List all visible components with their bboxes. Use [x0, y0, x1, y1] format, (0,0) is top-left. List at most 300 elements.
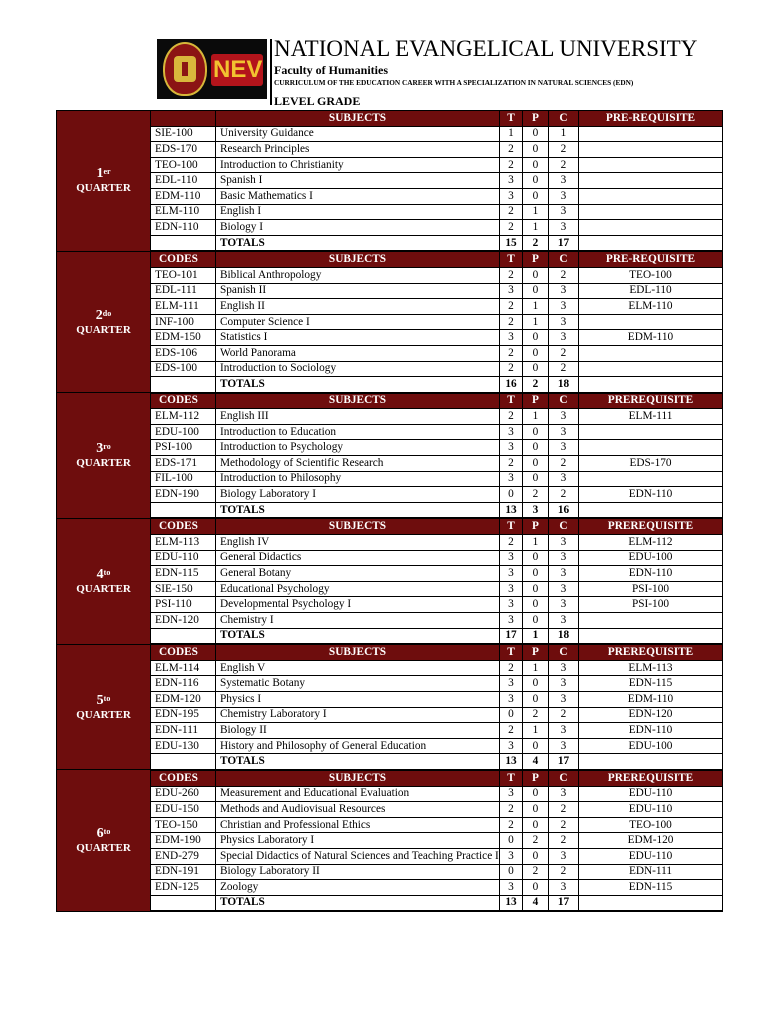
totals-spacer: [151, 502, 216, 518]
course-row: [57, 613, 723, 629]
totals-theory: 13: [500, 502, 523, 518]
prerequisite-header: PRE-REQUISITE: [579, 251, 723, 267]
quarter-ordinal: 5: [96, 692, 104, 708]
course-theory-hours: 2: [500, 220, 523, 236]
course-code: EDS-106: [151, 345, 216, 361]
course-practice-hours: 1: [523, 723, 549, 739]
course-row: [57, 487, 723, 503]
totals-row: [57, 502, 723, 518]
course-prerequisite: EDM-110: [579, 330, 723, 346]
quarter-ordinal-suffix: to: [103, 693, 111, 703]
totals-prereq-spacer: [579, 628, 723, 644]
course-practice-hours: 0: [523, 566, 549, 582]
course-practice-hours: 1: [523, 409, 549, 425]
quarter-word: QUARTER: [76, 182, 131, 195]
course-row: [57, 581, 723, 597]
course-practice-hours: 1: [523, 220, 549, 236]
quarter-label-cell: [57, 251, 151, 392]
c-header: C: [549, 393, 579, 409]
course-practice-hours: 0: [523, 597, 549, 613]
course-theory-hours: 2: [500, 456, 523, 472]
course-subject: Spanish I: [216, 173, 500, 189]
quarter-header-row: [57, 644, 723, 660]
course-code: PSI-100: [151, 440, 216, 456]
course-subject: Physics Laboratory I: [216, 833, 500, 849]
t-header: T: [500, 393, 523, 409]
quarter-label-cell: [57, 393, 151, 519]
course-theory-hours: 3: [500, 330, 523, 346]
course-theory-hours: 2: [500, 267, 523, 283]
course-prerequisite: [579, 471, 723, 487]
prerequisite-header: PRE-REQUISITE: [579, 111, 723, 127]
course-prerequisite: EDN-111: [579, 864, 723, 880]
course-subject: English III: [216, 409, 500, 425]
totals-theory: 13: [500, 895, 523, 911]
course-row: [57, 330, 723, 346]
course-row: [57, 142, 723, 158]
course-credits: 3: [549, 660, 579, 676]
totals-theory: 17: [500, 628, 523, 644]
t-header: T: [500, 644, 523, 660]
subjects-header: SUBJECTS: [216, 518, 500, 534]
totals-row: [57, 628, 723, 644]
logo-text: NEV: [213, 56, 263, 83]
header-divider: [270, 39, 272, 105]
course-code: ELM-112: [151, 409, 216, 425]
course-subject: World Panorama: [216, 345, 500, 361]
totals-label: TOTALS: [216, 895, 500, 911]
course-practice-hours: 0: [523, 738, 549, 754]
course-credits: 3: [549, 738, 579, 754]
course-theory-hours: 3: [500, 848, 523, 864]
course-prerequisite: TEO-100: [579, 267, 723, 283]
course-credits: 3: [549, 786, 579, 802]
course-row: [57, 440, 723, 456]
course-theory-hours: 0: [500, 833, 523, 849]
quarter-label-cell: [57, 770, 151, 911]
course-subject: Statistics I: [216, 330, 500, 346]
course-prerequisite: [579, 142, 723, 158]
codes-header: CODES: [151, 251, 216, 267]
totals-row: [57, 377, 723, 393]
quarter-word: QUARTER: [76, 582, 131, 595]
p-header: P: [523, 111, 549, 127]
totals-spacer: [151, 628, 216, 644]
prerequisite-header: PREREQUISITE: [579, 644, 723, 660]
course-theory-hours: 2: [500, 723, 523, 739]
totals-prereq-spacer: [579, 754, 723, 770]
course-practice-hours: 0: [523, 786, 549, 802]
course-prerequisite: [579, 613, 723, 629]
course-theory-hours: 3: [500, 550, 523, 566]
course-credits: 2: [549, 802, 579, 818]
course-code: EDN-111: [151, 723, 216, 739]
c-header: C: [549, 518, 579, 534]
course-code: INF-100: [151, 314, 216, 330]
course-code: PSI-110: [151, 597, 216, 613]
quarter-label-cell: [57, 644, 151, 770]
curriculum-table: [56, 110, 723, 912]
course-practice-hours: 2: [523, 707, 549, 723]
course-credits: 3: [549, 535, 579, 551]
course-credits: 2: [549, 345, 579, 361]
course-code: EDU-150: [151, 802, 216, 818]
codes-header: CODES: [151, 770, 216, 786]
codes-header: CODES: [151, 518, 216, 534]
p-header: P: [523, 518, 549, 534]
course-theory-hours: 3: [500, 691, 523, 707]
course-code: EDU-100: [151, 424, 216, 440]
course-credits: 3: [549, 471, 579, 487]
course-theory-hours: 3: [500, 283, 523, 299]
course-practice-hours: 2: [523, 487, 549, 503]
subjects-header: SUBJECTS: [216, 111, 500, 127]
course-prerequisite: EDU-100: [579, 550, 723, 566]
totals-label: TOTALS: [216, 754, 500, 770]
totals-practice: 2: [523, 235, 549, 251]
course-row: [57, 676, 723, 692]
course-subject: English II: [216, 299, 500, 315]
course-subject: Special Didactics of Natural Sciences and Teaching Practice I: [216, 848, 500, 864]
subjects-header: SUBJECTS: [216, 251, 500, 267]
totals-spacer: [151, 754, 216, 770]
p-header: P: [523, 393, 549, 409]
totals-spacer: [151, 235, 216, 251]
course-credits: 3: [549, 330, 579, 346]
course-row: [57, 802, 723, 818]
course-practice-hours: 0: [523, 613, 549, 629]
course-theory-hours: 0: [500, 487, 523, 503]
course-prerequisite: EDU-110: [579, 802, 723, 818]
course-prerequisite: PSI-100: [579, 581, 723, 597]
course-row: [57, 314, 723, 330]
course-theory-hours: 3: [500, 786, 523, 802]
course-theory-hours: 2: [500, 660, 523, 676]
course-subject: Introduction to Psychology: [216, 440, 500, 456]
t-header: T: [500, 770, 523, 786]
course-row: [57, 550, 723, 566]
course-credits: 3: [549, 409, 579, 425]
p-header: P: [523, 251, 549, 267]
course-practice-hours: 0: [523, 550, 549, 566]
course-theory-hours: 2: [500, 299, 523, 315]
course-row: [57, 723, 723, 739]
course-code: EDM-150: [151, 330, 216, 346]
course-row: [57, 566, 723, 582]
quarter-header-row: [57, 393, 723, 409]
course-credits: 3: [549, 173, 579, 189]
course-subject: English I: [216, 204, 500, 220]
quarter-header-row: [57, 251, 723, 267]
course-credits: 3: [549, 440, 579, 456]
totals-credits: 18: [549, 377, 579, 393]
course-practice-hours: 2: [523, 833, 549, 849]
totals-practice: 3: [523, 502, 549, 518]
course-practice-hours: 0: [523, 676, 549, 692]
course-credits: 3: [549, 424, 579, 440]
totals-label: TOTALS: [216, 628, 500, 644]
quarter-word: QUARTER: [76, 842, 131, 855]
faculty-name: Faculty of Humanities: [274, 63, 388, 77]
totals-spacer: [151, 895, 216, 911]
curriculum-title: CURRICULUM OF THE EDUCATION CAREER WITH A SPECIALIZATION IN NATURAL SCIENCES (EDN): [274, 78, 634, 87]
course-code: SIE-150: [151, 581, 216, 597]
course-theory-hours: 3: [500, 581, 523, 597]
p-header: P: [523, 770, 549, 786]
course-credits: 3: [549, 566, 579, 582]
course-row: [57, 660, 723, 676]
course-prerequisite: [579, 157, 723, 173]
course-credits: 3: [549, 550, 579, 566]
course-subject: Methods and Audiovisual Resources: [216, 802, 500, 818]
course-prerequisite: EDU-110: [579, 848, 723, 864]
subjects-header: SUBJECTS: [216, 770, 500, 786]
course-credits: 2: [549, 456, 579, 472]
course-subject: Biology Laboratory II: [216, 864, 500, 880]
course-credits: 3: [549, 314, 579, 330]
quarter-word: QUARTER: [76, 708, 131, 721]
totals-practice: 4: [523, 754, 549, 770]
course-row: [57, 126, 723, 142]
course-credits: 2: [549, 157, 579, 173]
course-credits: 3: [549, 723, 579, 739]
course-theory-hours: 2: [500, 409, 523, 425]
course-practice-hours: 0: [523, 848, 549, 864]
course-code: EDN-115: [151, 566, 216, 582]
totals-label: TOTALS: [216, 377, 500, 393]
course-theory-hours: 2: [500, 142, 523, 158]
course-subject: English V: [216, 660, 500, 676]
course-credits: 3: [549, 597, 579, 613]
course-code: EDM-110: [151, 188, 216, 204]
course-prerequisite: EDU-100: [579, 738, 723, 754]
course-practice-hours: 0: [523, 283, 549, 299]
course-practice-hours: 0: [523, 188, 549, 204]
course-code: EDL-111: [151, 283, 216, 299]
course-prerequisite: [579, 204, 723, 220]
prerequisite-header: PREREQUISITE: [579, 393, 723, 409]
course-code: EDN-195: [151, 707, 216, 723]
course-practice-hours: 1: [523, 204, 549, 220]
course-prerequisite: [579, 314, 723, 330]
quarter-number: [61, 693, 146, 709]
codes-header: CODES: [151, 393, 216, 409]
curriculum-table-body: [57, 111, 723, 912]
course-theory-hours: 0: [500, 707, 523, 723]
totals-prereq-spacer: [579, 895, 723, 911]
quarter-ordinal: 3: [96, 441, 104, 457]
course-row: [57, 361, 723, 377]
quarter-label-cell: [57, 518, 151, 644]
course-subject: Spanish II: [216, 283, 500, 299]
course-prerequisite: ELM-111: [579, 409, 723, 425]
course-subject: Research Principles: [216, 142, 500, 158]
totals-prereq-spacer: [579, 235, 723, 251]
course-theory-hours: 3: [500, 613, 523, 629]
course-practice-hours: 0: [523, 173, 549, 189]
course-subject: Biology II: [216, 723, 500, 739]
course-subject: General Botany: [216, 566, 500, 582]
course-practice-hours: 0: [523, 424, 549, 440]
course-practice-hours: 0: [523, 456, 549, 472]
course-credits: 3: [549, 204, 579, 220]
totals-theory: 15: [500, 235, 523, 251]
course-practice-hours: 1: [523, 535, 549, 551]
course-prerequisite: [579, 220, 723, 236]
course-row: [57, 738, 723, 754]
course-practice-hours: 0: [523, 126, 549, 142]
course-theory-hours: 0: [500, 864, 523, 880]
course-practice-hours: 0: [523, 330, 549, 346]
course-credits: 1: [549, 126, 579, 142]
course-row: [57, 157, 723, 173]
quarter-ordinal-suffix: ro: [103, 442, 111, 452]
course-credits: 2: [549, 833, 579, 849]
totals-row: [57, 895, 723, 911]
course-code: TEO-101: [151, 267, 216, 283]
course-row: [57, 707, 723, 723]
totals-practice: 4: [523, 895, 549, 911]
course-code: EDS-100: [151, 361, 216, 377]
course-credits: 3: [549, 613, 579, 629]
course-prerequisite: ELM-113: [579, 660, 723, 676]
course-prerequisite: ELM-112: [579, 535, 723, 551]
quarter-number: [61, 567, 146, 583]
course-subject: Chemistry I: [216, 613, 500, 629]
t-header: T: [500, 251, 523, 267]
course-code: EDN-190: [151, 487, 216, 503]
course-theory-hours: 2: [500, 204, 523, 220]
quarter-number: [61, 826, 146, 842]
course-row: [57, 456, 723, 472]
logo-graphic: [157, 39, 267, 99]
course-practice-hours: 0: [523, 440, 549, 456]
course-code: EDU-130: [151, 738, 216, 754]
course-practice-hours: 0: [523, 691, 549, 707]
course-prerequisite: EDN-110: [579, 487, 723, 503]
course-code: EDL-110: [151, 173, 216, 189]
totals-row: [57, 754, 723, 770]
course-subject: Zoology: [216, 880, 500, 896]
course-row: [57, 848, 723, 864]
course-prerequisite: [579, 361, 723, 377]
quarter-header-row: [57, 770, 723, 786]
course-code: EDM-190: [151, 833, 216, 849]
course-subject: English IV: [216, 535, 500, 551]
course-code: EDU-260: [151, 786, 216, 802]
course-subject: Introduction to Education: [216, 424, 500, 440]
course-practice-hours: 0: [523, 471, 549, 487]
course-credits: 3: [549, 676, 579, 692]
course-subject: Basic Mathematics I: [216, 188, 500, 204]
totals-spacer: [151, 377, 216, 393]
totals-theory: 13: [500, 754, 523, 770]
course-theory-hours: 2: [500, 345, 523, 361]
course-code: FIL-100: [151, 471, 216, 487]
quarter-word: QUARTER: [76, 323, 131, 336]
course-code: EDN-110: [151, 220, 216, 236]
course-practice-hours: 0: [523, 157, 549, 173]
university-seal-icon: [163, 42, 207, 96]
course-subject: University Guidance: [216, 126, 500, 142]
quarter-ordinal-suffix: er: [103, 167, 111, 177]
course-subject: History and Philosophy of General Education: [216, 738, 500, 754]
course-code: TEO-100: [151, 157, 216, 173]
course-code: EDN-120: [151, 613, 216, 629]
subjects-header: SUBJECTS: [216, 393, 500, 409]
course-practice-hours: 0: [523, 142, 549, 158]
course-credits: 3: [549, 188, 579, 204]
quarter-number: [61, 441, 146, 457]
course-code: EDN-125: [151, 880, 216, 896]
quarter-header-row: [57, 518, 723, 534]
codes-header: CODES: [151, 644, 216, 660]
course-code: EDU-110: [151, 550, 216, 566]
course-subject: Biology I: [216, 220, 500, 236]
course-credits: 2: [549, 487, 579, 503]
course-prerequisite: [579, 126, 723, 142]
course-row: [57, 817, 723, 833]
course-theory-hours: 2: [500, 535, 523, 551]
course-practice-hours: 0: [523, 880, 549, 896]
course-theory-hours: 2: [500, 157, 523, 173]
course-row: [57, 597, 723, 613]
course-subject: Systematic Botany: [216, 676, 500, 692]
course-practice-hours: 1: [523, 299, 549, 315]
c-header: C: [549, 251, 579, 267]
course-subject: General Didactics: [216, 550, 500, 566]
course-prerequisite: EDS-170: [579, 456, 723, 472]
course-code: ELM-113: [151, 535, 216, 551]
course-row: [57, 864, 723, 880]
course-credits: 2: [549, 361, 579, 377]
course-row: [57, 267, 723, 283]
course-subject: Measurement and Educational Evaluation: [216, 786, 500, 802]
c-header: C: [549, 111, 579, 127]
quarter-ordinal: 1: [96, 166, 104, 182]
prerequisite-header: PREREQUISITE: [579, 770, 723, 786]
course-row: [57, 299, 723, 315]
c-header: C: [549, 644, 579, 660]
quarter-number: [61, 308, 146, 324]
course-prerequisite: EDN-120: [579, 707, 723, 723]
quarter-ordinal: 6: [96, 826, 104, 842]
t-header: T: [500, 518, 523, 534]
course-row: [57, 471, 723, 487]
course-practice-hours: 0: [523, 581, 549, 597]
course-code: END-279: [151, 848, 216, 864]
course-practice-hours: 0: [523, 802, 549, 818]
course-theory-hours: 2: [500, 817, 523, 833]
course-row: [57, 173, 723, 189]
course-row: [57, 691, 723, 707]
course-subject: Introduction to Christianity: [216, 157, 500, 173]
course-row: [57, 188, 723, 204]
course-subject: Methodology of Scientific Research: [216, 456, 500, 472]
course-prerequisite: EDU-110: [579, 786, 723, 802]
course-theory-hours: 2: [500, 314, 523, 330]
quarter-ordinal-suffix: do: [102, 308, 112, 318]
course-prerequisite: EDM-120: [579, 833, 723, 849]
course-theory-hours: 3: [500, 471, 523, 487]
codes-header: [151, 111, 216, 127]
quarter-number: [61, 166, 146, 182]
course-credits: 2: [549, 817, 579, 833]
totals-label: TOTALS: [216, 502, 500, 518]
quarter-word: QUARTER: [76, 457, 131, 470]
course-practice-hours: 1: [523, 660, 549, 676]
course-theory-hours: 3: [500, 440, 523, 456]
